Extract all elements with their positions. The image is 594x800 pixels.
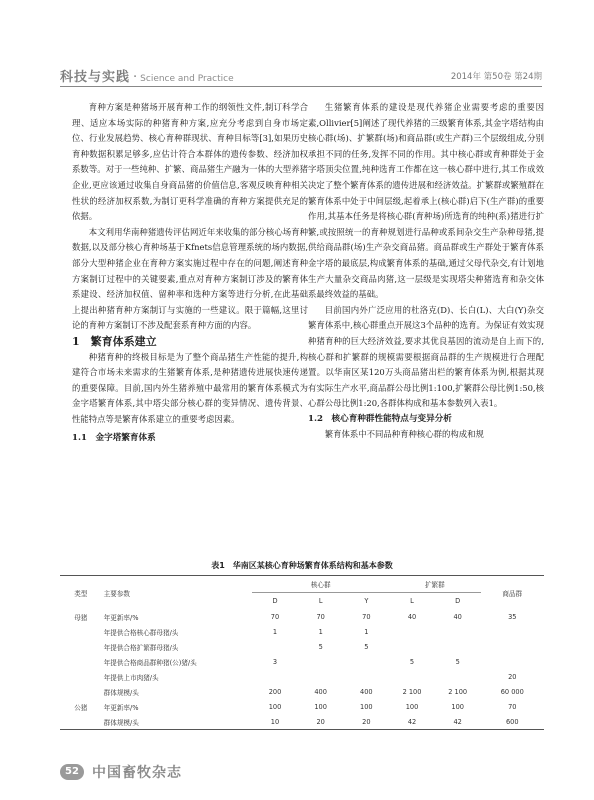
cell-value	[344, 669, 390, 684]
cell-value: 70	[270, 612, 280, 621]
paragraph: 育种方案是种猪场开展育种工作的纲领性文件,制订科学合理、适应本场实际的种猪育种方案,应充分考虑到自身市场定位、行业发展趋势、核心育种群现状、育种目标等[3],如果历史育种数据积累足够多,应估计符合本群体的遗传参数、经济加权系数等。对于一些纯种、扩繁、商品猪生产融为一体的大型养猪企业,更应该通过收集自身商品猪的价值信息,客观反映育种相关性状的经济加权系数,为制订更科学准确的育种方案提供充足的依据。	[72, 102, 308, 222]
section-brand	[60, 66, 234, 85]
paragraph: 本文利用华南种猪遗传评估网近年来收集的部分核心场育种数据,以及部分核心育种场基于Kfnets信息管理系统的场内数据,部分大型种猪企业在育种方案实施过程中存在的问题,阐述育种方案制订过程中的关键要素,重点对育种方案制订涉及的繁育体系建设、经济加权值、留种率和选种方案等进行分析,在此基础上提出种猪育种方案制订与实施的一些建议。限于篇幅,这里讨论的育种方案制订不涉及配套系育种方面的内容。	[72, 226, 308, 331]
cell-value: 5	[455, 657, 460, 666]
col-header-core: 核心群	[310, 581, 331, 589]
right-column	[308, 100, 544, 443]
cell-value: 600	[481, 714, 544, 730]
left-column	[72, 100, 308, 447]
cell-type	[60, 654, 102, 669]
cell-type	[60, 669, 102, 684]
cell-value: 20	[508, 672, 517, 681]
cell-value: 1	[364, 627, 369, 636]
cell-value: 1	[272, 627, 278, 636]
cell-value	[481, 654, 544, 669]
col-header-d: D	[252, 593, 298, 610]
cell-param: 年提供合格核心群母猪/头	[103, 628, 179, 637]
cell-value: 2 100	[402, 687, 422, 696]
table-row	[60, 624, 544, 639]
subsection-heading: 1.2 核心育种群性能特点与变异分析	[308, 413, 452, 424]
cell-param: 年更新率/%	[103, 613, 139, 622]
cell-value: 20	[298, 714, 344, 730]
subsection-heading: 1.1 金字塔繁育体系	[72, 433, 156, 444]
cell-value	[252, 639, 298, 654]
cell-param: 群体规模/头	[103, 688, 139, 697]
cell-param: 年提供上市肉猪/头	[103, 673, 159, 682]
cell-value	[298, 669, 344, 684]
cell-value	[389, 624, 435, 639]
cell-value	[481, 639, 544, 654]
col-header-param: 主要参数	[103, 589, 131, 598]
table-row	[60, 699, 544, 714]
paragraph: 生猪繁育体系的建设是现代养猪企业需要考虑的重要因素,Ollivier[5]阐述了现代养猪的三级繁育体系,其金字塔结构由核心群(场)、扩繁群(场)和商品群(或生产群)三个层级组成,分别承担不同的任务,发挥不同的作用。其中核心群或育种群处于金字塔顶尖位置,纯种选育工作都在这一核心群中进行,其工作成效决定了整个繁育体系的遗传进展和经济效益。扩繁群或繁殖群在繁育体系中处于中间层级,起着承上(核心群)启下(生产群)的重要作用,其基本任务是将核心群(育种场)所选育的纯种(系)猪进行扩繁,或按照统一的育种规划进行品种或系间杂交生产杂种母猪,提供给商品群(场)生产杂交商品猪。商品群或生产群处于繁育体系金字塔的最底层,构成繁育体系的基础,通过父母代杂交,有计划地生产大量杂交商品肉猪,这一层级是实现塔尖种猪选育和杂交体系最终效益的基础。	[308, 102, 544, 300]
cell-value	[344, 654, 390, 669]
cell-value: 400	[314, 687, 327, 696]
journal-logo: 中国畜牧杂志	[92, 765, 182, 781]
header-rule	[60, 86, 542, 87]
cell-value: 100	[451, 702, 464, 711]
cell-value: 42	[435, 714, 481, 730]
col-header-type: 类型	[74, 589, 88, 598]
cell-param: 群体规模/头	[102, 714, 253, 730]
cell-value: 20	[344, 714, 390, 730]
brand-separator: ·	[133, 70, 138, 85]
cell-value: 70	[508, 702, 517, 711]
table-row	[60, 684, 544, 699]
cell-value: 60 000	[500, 687, 524, 696]
cell-type	[60, 714, 102, 730]
cell-value: 5	[409, 657, 415, 666]
cell-param: 年提供合格扩繁群母猪/头	[103, 643, 179, 652]
brand-cn: 科技与实践	[60, 70, 131, 85]
cell-value	[298, 654, 344, 669]
cell-type	[60, 639, 102, 654]
col-header-expand: 扩繁群	[424, 581, 445, 589]
col-header-d2: D	[435, 593, 481, 610]
cell-value: 400	[360, 687, 373, 696]
issue-info: 2014年 第50卷 第24期	[450, 72, 542, 82]
cell-value: 40	[453, 612, 462, 621]
cell-type: 母猪	[74, 613, 88, 622]
cell-value: 100	[314, 702, 327, 711]
cell-value	[389, 669, 435, 684]
cell-value: 5	[318, 642, 323, 651]
table-1	[60, 560, 544, 730]
cell-value	[435, 639, 481, 654]
cell-value: 3	[272, 657, 278, 666]
cell-value: 100	[405, 702, 419, 711]
cell-value: 100	[360, 702, 373, 711]
cell-value: 5	[364, 642, 369, 651]
section-heading: 1 繁育体系建立	[72, 334, 157, 348]
cell-value	[435, 669, 481, 684]
cell-value	[435, 624, 481, 639]
brand-en: Science and Practice	[140, 74, 234, 84]
paragraph: 种猪育种的终极目标是为了整个商品猪生产性能的提升,构建符合市场未来需求的生猪繁育体系,是种猪遗传进展快速传递的重要保障。目前,国内外生猪养殖中最常用的繁育体系模式为金字塔繁育体系,其中塔尖部分核心群的变异情况、遗传背景、性能特点等是繁育体系建立的重要考虑因素。	[72, 351, 308, 424]
table-row	[60, 714, 544, 730]
cell-type: 公猪	[74, 703, 88, 712]
cell-type	[60, 684, 102, 699]
cell-param: 年更新率/%	[103, 703, 139, 712]
cell-value	[481, 624, 544, 639]
col-header-l2: L	[389, 593, 435, 610]
cell-value	[389, 639, 435, 654]
col-header-y: Y	[344, 593, 390, 610]
cell-value	[252, 669, 298, 684]
col-header-commercial: 商品群	[502, 589, 523, 598]
cell-value: 100	[268, 702, 282, 711]
table-row	[60, 639, 544, 654]
paragraph: 目前国内外广泛应用的杜洛克(D)、长白(L)、大白(Y)杂交繁育体系中,核心群重点开展这3个品种的选育。为保证有效实现种猪育种的巨大经济效益,要求其优良基因的流动是自上而下的,核心群和扩繁群的规模需要根据商品群的生产规模进行合理配置。以华南区某120万头商品猪出栏的繁育体系为例,根据其现有实际生产水平,商品群公母比例1:100,扩繁群公母比例1:50,核心群公母比例1:20,各群体构成和基本参数列入表1。	[308, 304, 544, 409]
table-row	[60, 669, 544, 684]
cell-value: 70	[362, 612, 371, 621]
cell-value: 40	[407, 612, 417, 621]
paragraph: 繁育体系中不同品种育种核心群的构成和规	[324, 429, 484, 440]
cell-param: 年提供合格商品群种猪(公)猪/头	[103, 658, 197, 667]
page-number: 52	[60, 764, 84, 780]
table-row	[60, 654, 544, 669]
cell-value: 42	[389, 714, 435, 730]
data-table	[60, 575, 544, 730]
cell-type	[60, 624, 102, 639]
cell-value: 10	[252, 714, 298, 730]
cell-value: 35	[508, 612, 517, 621]
cell-value: 2 100	[448, 687, 468, 696]
table-row	[60, 609, 544, 624]
cell-value: 70	[316, 612, 325, 621]
page-header	[0, 0, 594, 90]
cell-value: 200	[268, 687, 282, 696]
table-caption: 表1 华南区某核心育种场繁育体系结构和基本参数	[211, 561, 393, 570]
cell-value: 1	[318, 627, 323, 636]
col-header-l: L	[298, 593, 344, 610]
